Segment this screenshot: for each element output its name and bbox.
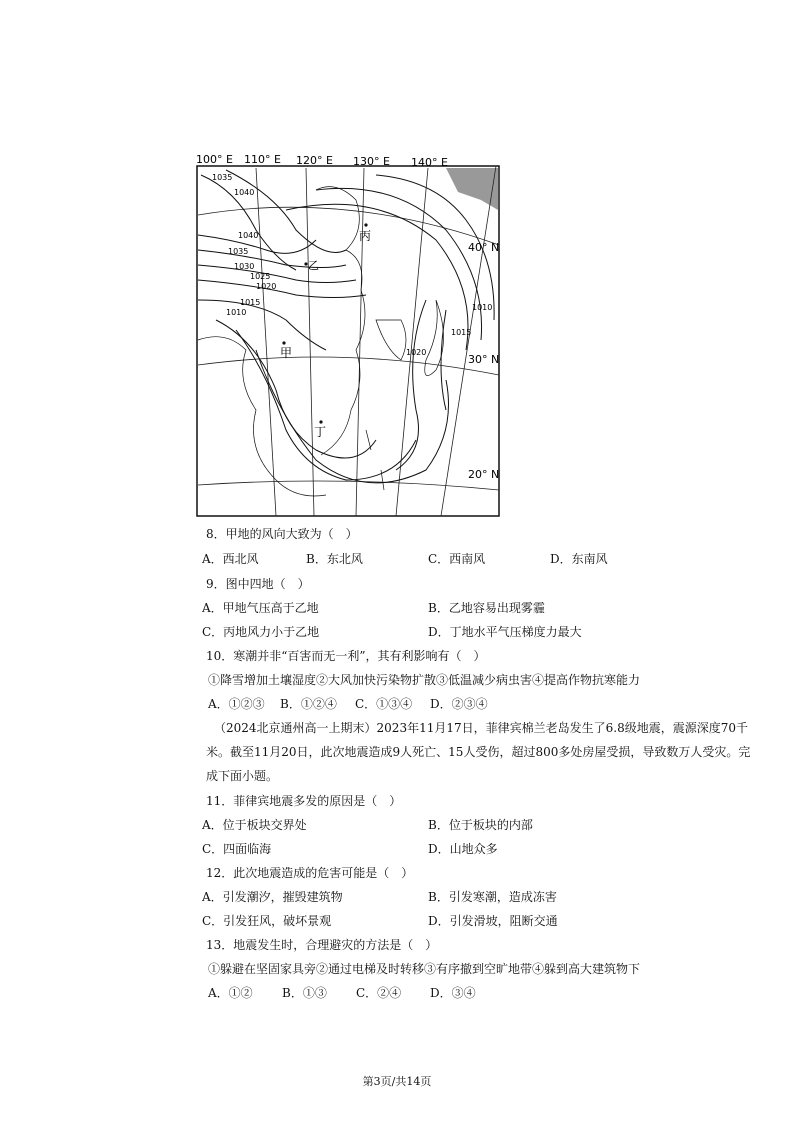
q10-option-a[interactable]: A．①②③ <box>208 697 265 711</box>
q11-option-b[interactable]: B．位于板块的内部 <box>428 818 533 832</box>
lon-label-120: 120° E <box>296 154 333 167</box>
lon-label-130: 130° E <box>353 155 390 168</box>
q9-option-d[interactable]: D．丁地水平气压梯度力最大 <box>428 625 582 639</box>
q8-stem: 8．甲地的风向大致为（ ） <box>206 527 358 541</box>
q10-items: ①降雪增加土壤湿度②大风加快污染物扩散③低温减少病虫害④提高作物抗寒能力 <box>208 673 641 687</box>
q9-option-a[interactable]: A．甲地气压高于乙地 <box>202 601 319 615</box>
q10-option-d[interactable]: D．②③④ <box>430 697 488 711</box>
q10-stem: 10．寒潮并非“百害而无一利”，其有利影响有（ ） <box>206 649 486 663</box>
isobar-label: 1035 <box>212 173 233 182</box>
isobar-label: 1010 <box>472 303 493 312</box>
q9-stem: 9．图中四地（ ） <box>206 577 310 591</box>
isobar-label: 1020 <box>406 348 427 357</box>
q10-option-b[interactable]: B．①②④ <box>280 697 337 711</box>
q12-option-c[interactable]: C．引发狂风，破坏景观 <box>202 914 332 928</box>
q12-option-a[interactable]: A．引发潮汐，摧毁建筑物 <box>202 890 343 904</box>
page-footer: 第3页/共14页 <box>362 1075 432 1088</box>
q13-option-a[interactable]: A．①② <box>208 986 253 1000</box>
place-dot <box>364 223 367 226</box>
lon-label-140: 140° E <box>411 156 448 169</box>
isobar-label: 1015 <box>451 328 472 337</box>
q13-option-c[interactable]: C．②④ <box>356 986 402 1000</box>
isobar-label: 1040 <box>234 188 255 197</box>
lon-label-100: 100° E <box>196 153 233 166</box>
isobar-label: 1010 <box>226 308 247 317</box>
lon-label-110: 110° E <box>244 153 281 166</box>
q9-option-c[interactable]: C．丙地风力小于乙地 <box>202 625 320 639</box>
q11-stem: 11．菲律宾地震多发的原因是（ ） <box>206 794 402 808</box>
isobar-label: 1030 <box>234 262 255 271</box>
place-dot <box>319 420 322 423</box>
isobar-label: 1025 <box>250 272 271 281</box>
q11-option-d[interactable]: D．山地众多 <box>428 842 498 856</box>
q9-option-b[interactable]: B．乙地容易出现雾霾 <box>428 601 545 615</box>
isobar-label: 1040 <box>238 231 259 240</box>
isobar-label: 1035 <box>228 247 249 256</box>
q11-option-a[interactable]: A．位于板块交界处 <box>202 818 307 832</box>
passage-line-1: （2024北京通州高一上期末）2023年11月17日，菲律宾棉兰老岛发生了6.8级地震，震源深度70千 <box>214 721 748 735</box>
q10-option-c[interactable]: C．①③④ <box>355 697 413 711</box>
q8-option-c[interactable]: C．西南风 <box>428 552 486 566</box>
q13-option-b[interactable]: B．①③ <box>282 986 327 1000</box>
q12-option-b[interactable]: B．引发寒潮，造成冻害 <box>428 890 557 904</box>
weather-map <box>196 150 500 518</box>
q8-option-d[interactable]: D．东南风 <box>550 552 608 566</box>
q13-option-d[interactable]: D．③④ <box>430 986 476 1000</box>
lat-label-30: 30° N <box>468 353 500 366</box>
q13-stem: 13．地震发生时，合理避灾的方法是（ ） <box>206 938 438 952</box>
isobar-label: 1015 <box>240 298 261 307</box>
place-label-ding: 丁 <box>314 425 327 439</box>
passage-line-3: 成下面小题。 <box>206 769 279 783</box>
isobar-map-figure <box>196 150 500 518</box>
passage-line-2: 米。截至11月20日，此次地震造成9人死亡、15人受伤，超过800多处房屋受损，导致数万人受灾。完 <box>206 745 751 759</box>
place-dot <box>282 341 285 344</box>
place-label-jia: 甲 <box>280 346 293 360</box>
isobar-label: 1020 <box>256 282 277 291</box>
q8-option-a[interactable]: A．西北风 <box>202 552 259 566</box>
map-frame <box>197 166 499 516</box>
q12-option-d[interactable]: D．引发滑坡，阻断交通 <box>428 914 558 928</box>
place-label-yi: 乙 <box>308 259 319 272</box>
place-label-bing: 丙 <box>359 229 372 243</box>
lat-label-40: 40° N <box>468 241 500 254</box>
q13-items: ①躲避在坚固家具旁②通过电梯及时转移③有序撤到空旷地带④躲到高大建筑物下 <box>208 962 641 976</box>
q8-option-b[interactable]: B．东北风 <box>306 552 363 566</box>
q12-stem: 12．此次地震造成的危害可能是（ ） <box>206 866 414 880</box>
lat-label-20: 20° N <box>468 468 500 481</box>
q11-option-c[interactable]: C．四面临海 <box>202 842 272 856</box>
